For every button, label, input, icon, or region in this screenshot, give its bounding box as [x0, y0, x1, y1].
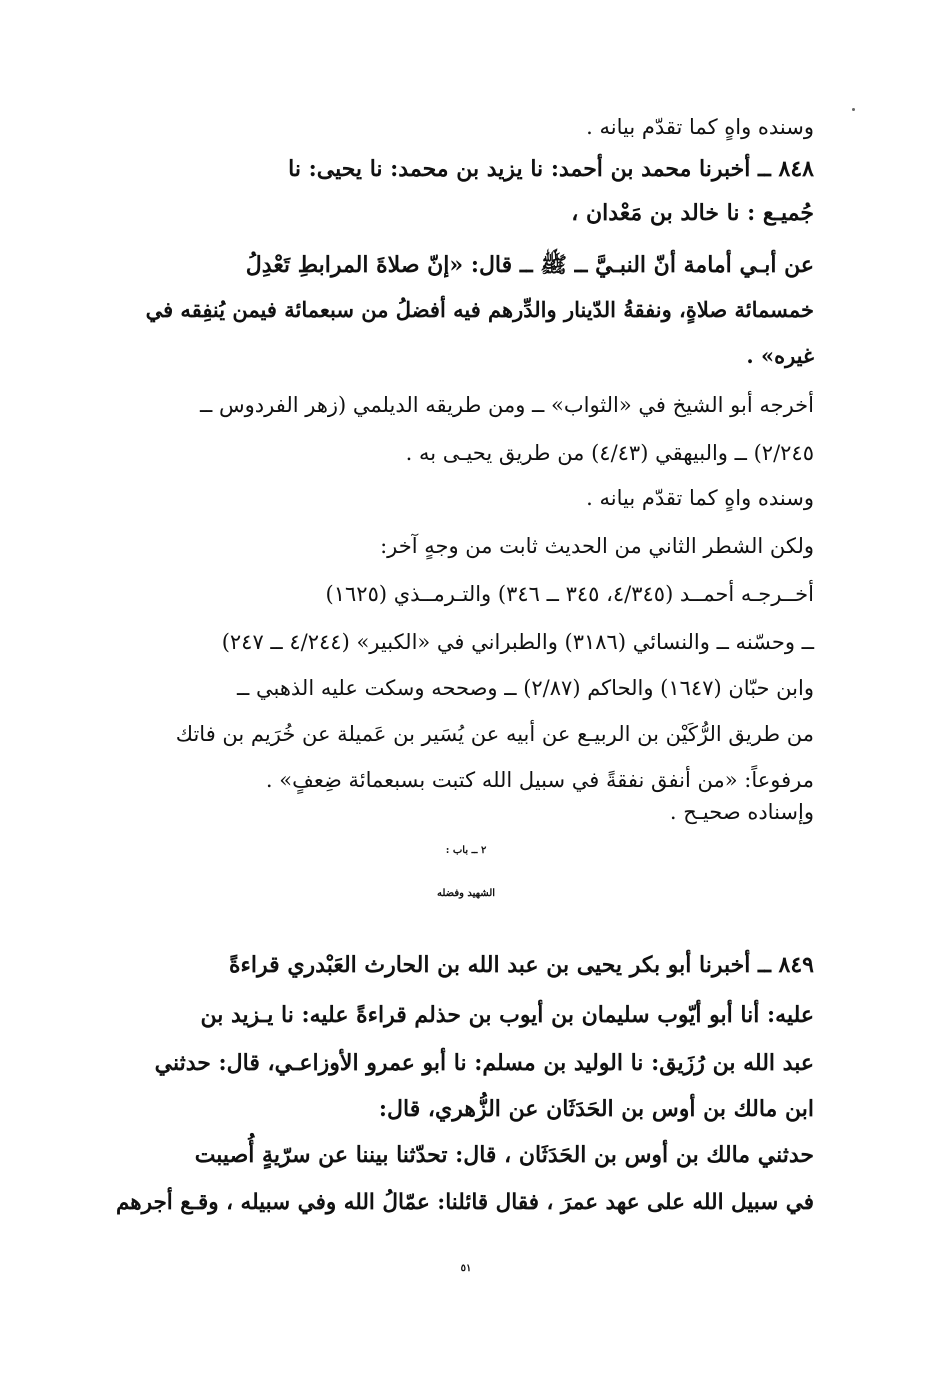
- text-line: ــ وحسّنه ــ والنسائي (٣١٨٦) والطبراني في «الكبير» (٤/٢٤٤ ــ ٢٤٧): [221, 630, 814, 654]
- chapter-number: ٢ ــ باب :: [445, 845, 487, 856]
- text-line: عبد الله بن رُزَيق: نا الوليد بن مسلم: نا أبو عمرو الأوزاعـي، قال: حدثني: [154, 1050, 814, 1076]
- text-line: ولكن الشطر الثاني من الحديث ثابت من وجهٍ آخر:: [380, 534, 814, 558]
- text-line: وسنده واهٍ كما تقدّم بيانه .: [586, 115, 814, 139]
- text-line: وسنده واهٍ كما تقدّم بيانه .: [586, 486, 814, 510]
- text-line: في سبيل الله على عهد عمرَ ، فقال قائلنا: عمّالُ الله وفي سبيله ، وقـع أجرهم: [115, 1190, 814, 1215]
- text-line: جُميـع : نا خالد بن مَعْدان ،: [571, 200, 814, 226]
- text-line: عليه: أنا أبو أيّوب سليمان بن أيوب بن حذلم قراءةً عليه: نا يـزيد بن: [200, 1002, 814, 1028]
- scan-speck: [852, 108, 855, 111]
- text-line: غيره» .: [746, 343, 814, 368]
- hadith-849-isnad-line: ٨٤٩ ــ أخبرنا أبو بكر يحيى بن عبد الله بن الحارث العَبْدري قراءةً: [229, 952, 814, 978]
- text-line: ٢/٢٤٥) ــ والبيهقي (٤/٤٣) من طريق يحيـى به .: [405, 441, 814, 465]
- takhrij-line: أخرجه أبو الشيخ في «الثواب» ــ ومن طريقه الديلمي (زهر الفردوس ــ: [200, 393, 814, 417]
- chapter-title: الشهيد وفضله: [436, 888, 496, 899]
- hadith-848-isnad-line: ٨٤٨ ــ أخبرنا محمد بن أحمد: نا يزيد بن محمد: نا يحيى: نا: [288, 156, 814, 182]
- text-line: أخــرجـه أحمــد (٤/٣٤٥، ٣٤٥ ــ ٣٤٦) والتـرمــذي (١٦٢٥): [325, 582, 814, 606]
- text-line: خمسمائة صلاةٍ، ونفقةُ الدّينار والدِّرهم فيه أفضلُ من سبعمائة فيمن يُنفِقه في: [145, 297, 814, 322]
- text-line: مرفوعاً: «من أنفق نفقةً في سبيل الله كتبت بسبعمائة ضِعفٍ» .: [265, 768, 814, 792]
- text-line: ابن مالك بن أوس بن الحَدَثَان عن الزُّهري، قال:: [378, 1096, 814, 1122]
- page-number: ٥١: [460, 1263, 472, 1274]
- text-line: من طريق الرُّكَيْن بن الربيـع عن أبيه عن يُسَير بن عَميلة عن خُرَيم بن فاتك: [175, 722, 814, 746]
- hadith-848-matn-line: عن أبـي أمامة أنّ النبـيَّ ــ ﷺ ــ قال: «إنّ صلاةَ المرابطِ تَعْدِلُ: [245, 252, 814, 278]
- text-line: وإسناده صحيـح .: [669, 800, 814, 824]
- text-line: وابن حبّان (١٦٤٧) والحاكم (٢/٨٧) ــ وصححه وسكت عليه الذهبي ــ: [237, 676, 814, 700]
- hadith-849-matn-line: حدثني مالك بن أوس بن الحَدَثَان ، قال: تحدّثنا بيننا عن سرّيةٍ أُصيبت: [194, 1142, 814, 1168]
